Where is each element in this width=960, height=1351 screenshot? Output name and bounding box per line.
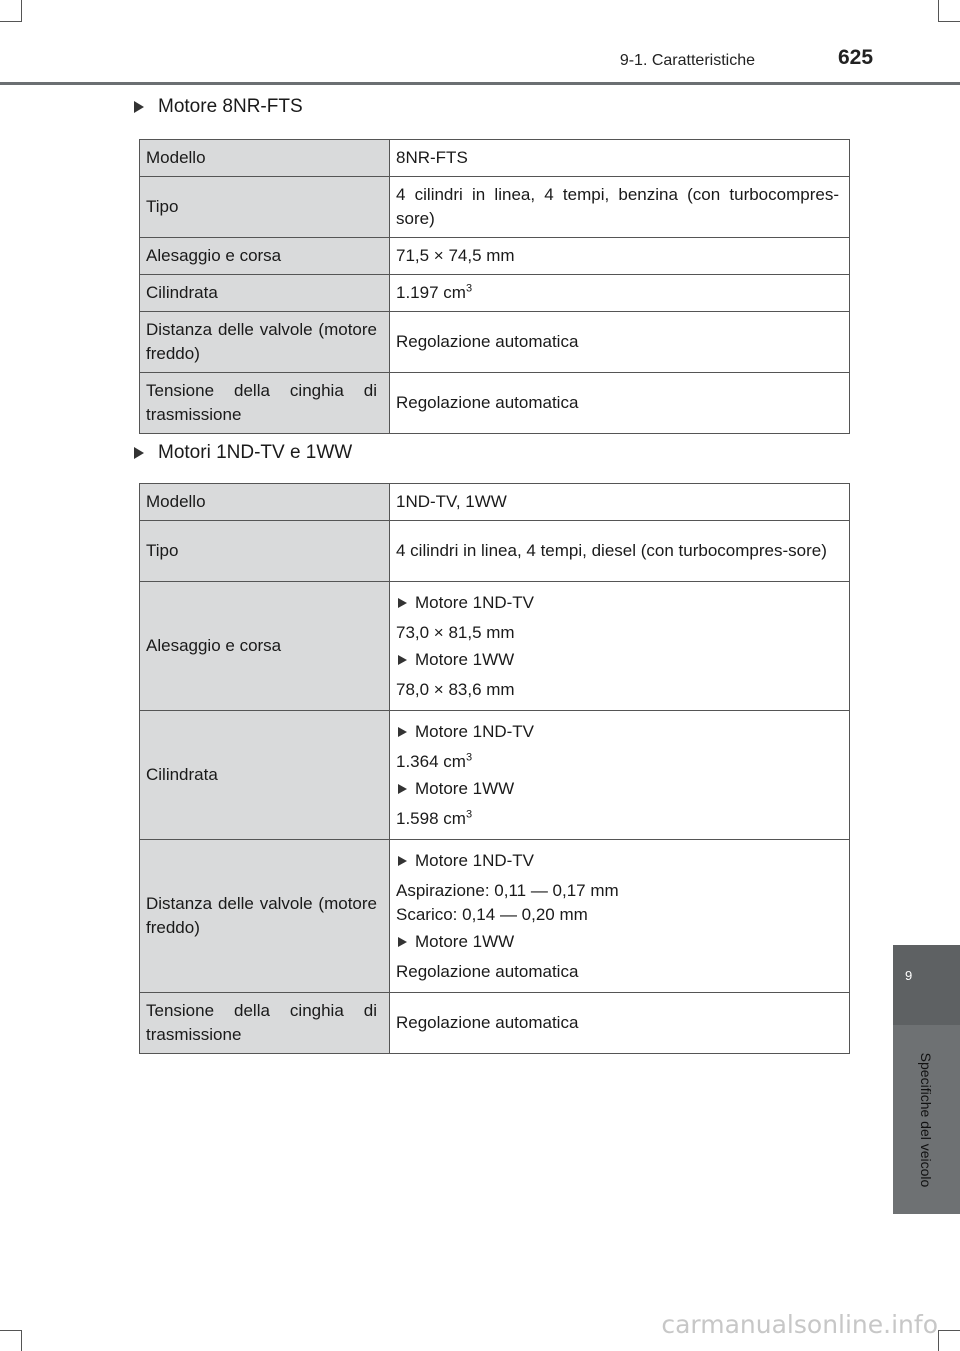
table-row [140, 177, 850, 238]
row-key: Modello [140, 484, 390, 521]
sub-value [396, 807, 839, 831]
section-title: 9-1. Caratteristiche [619, 52, 755, 69]
section-heading-8nr-fts [134, 96, 303, 118]
sub-value: Scarico: 0,14 — 0,20 mm [396, 905, 588, 924]
triangle-bullet-icon [398, 655, 407, 665]
sub-label [396, 591, 839, 615]
heading-text: Motori 1ND-TV e 1WW [158, 442, 353, 463]
heading-text: Motore 8NR-FTS [158, 96, 303, 117]
table-row [140, 275, 850, 312]
triangle-bullet-icon [134, 447, 144, 459]
row-key: Distanza delle valvole (motore freddo) [140, 312, 390, 373]
sub-label-text: Motore 1ND-TV [415, 722, 535, 741]
triangle-bullet-icon [398, 784, 407, 794]
table-row [140, 312, 850, 373]
row-value: 4 cilindri in linea, 4 tempi, benzina (con turbocompres-sore) [390, 177, 850, 238]
value-text: 1.197 cm [396, 283, 466, 302]
sub-label-text: Motore 1WW [415, 779, 515, 798]
row-key: Tipo [140, 521, 390, 582]
table-row [140, 484, 850, 521]
row-value: Regolazione automatica [390, 373, 850, 434]
section-heading-1nd-tv-1ww [134, 442, 352, 464]
chapter-tab [893, 945, 960, 1025]
row-value [390, 840, 850, 993]
sub-value: Regolazione automatica [396, 962, 579, 981]
row-key: Tensione della cinghia di trasmissione [140, 993, 390, 1054]
crop-mark [938, 1330, 939, 1351]
row-key: Cilindrata [140, 711, 390, 840]
triangle-bullet-icon [398, 727, 407, 737]
watermark: carmanualsonline.info [661, 1310, 938, 1339]
table-row [140, 140, 850, 177]
triangle-bullet-icon [398, 937, 407, 947]
chapter-number: 9 [905, 968, 913, 983]
sub-value [396, 750, 839, 774]
row-value: Regolazione automatica [390, 993, 850, 1054]
table-row [140, 521, 850, 582]
crop-mark [938, 0, 939, 22]
sub-label [396, 930, 839, 954]
row-key: Alesaggio e corsa [140, 582, 390, 711]
sub-label-text: Motore 1ND-TV [415, 593, 535, 612]
row-key: Tipo [140, 177, 390, 238]
table-row [140, 711, 850, 840]
sub-label-text: Motore 1WW [415, 932, 515, 951]
row-key: Cilindrata [140, 275, 390, 312]
row-key: Modello [140, 140, 390, 177]
table-row [140, 373, 850, 434]
table-row [140, 238, 850, 275]
crop-mark [0, 21, 22, 22]
row-value: 4 cilindri in linea, 4 tempi, diesel (con turbocompres-sore) [390, 521, 850, 582]
row-value: 71,5 × 74,5 mm [390, 238, 850, 275]
value-text: 1.364 cm [396, 752, 466, 771]
sub-label [396, 777, 839, 801]
superscript: 3 [465, 282, 473, 295]
row-value [390, 582, 850, 711]
row-value: 1ND-TV, 1WW [390, 484, 850, 521]
row-key: Distanza delle valvole (motore freddo) [140, 840, 390, 993]
sub-label-text: Motore 1ND-TV [415, 851, 535, 870]
row-value: 8NR-FTS [390, 140, 850, 177]
sub-label [396, 720, 839, 744]
row-value [390, 275, 850, 312]
table-row [140, 582, 850, 711]
triangle-bullet-icon [398, 856, 407, 866]
sub-label-text: Motore 1WW [415, 650, 515, 669]
spec-table-1nd-tv-1ww [139, 483, 850, 1054]
row-value: Regolazione automatica [390, 312, 850, 373]
header-rule [0, 82, 960, 85]
crop-mark [938, 1330, 960, 1331]
row-value [390, 711, 850, 840]
row-key: Tensione della cinghia di trasmissione [140, 373, 390, 434]
sub-value: 78,0 × 83,6 mm [396, 680, 515, 699]
crop-mark [21, 1330, 22, 1351]
superscript: 3 [465, 808, 473, 821]
sub-value: 73,0 × 81,5 mm [396, 623, 515, 642]
table-row [140, 840, 850, 993]
triangle-bullet-icon [134, 101, 144, 113]
crop-mark [938, 21, 960, 22]
sub-label [396, 648, 839, 672]
table-row [140, 993, 850, 1054]
chapter-label: Specifiche del veicolo [918, 1052, 934, 1188]
triangle-bullet-icon [398, 598, 407, 608]
superscript: 3 [465, 751, 473, 764]
page-number: 625 [838, 46, 874, 69]
sub-value: Aspirazione: 0,11 — 0,17 mm [396, 881, 619, 900]
sub-label [396, 849, 839, 873]
spec-table-8nr-fts [139, 139, 850, 434]
value-text: 1.598 cm [396, 809, 466, 828]
row-key: Alesaggio e corsa [140, 238, 390, 275]
crop-mark [21, 0, 22, 22]
crop-mark [0, 1330, 22, 1331]
